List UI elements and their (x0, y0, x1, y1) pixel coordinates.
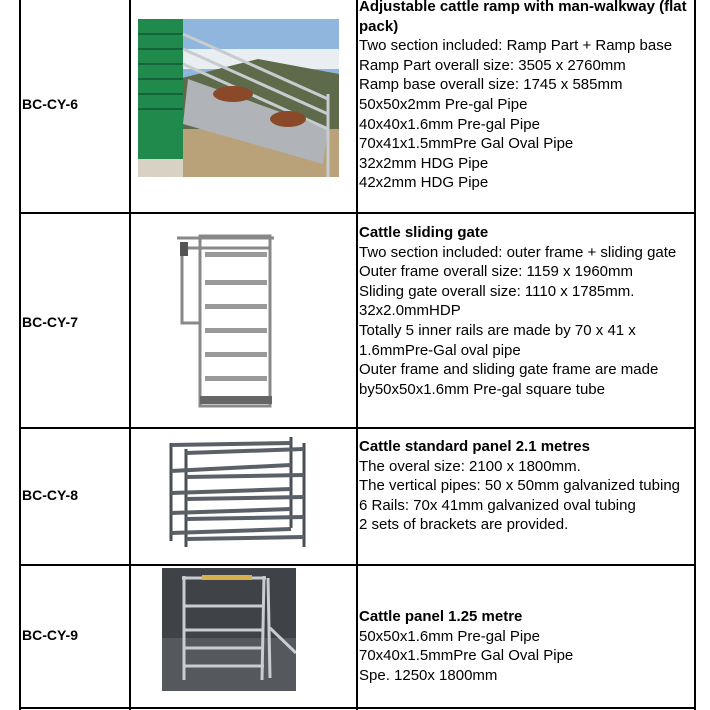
table-row-divider (19, 427, 696, 429)
spec-line: 50x50x1.6mm Pre-gal Pipe (359, 627, 540, 645)
product-description (359, 607, 693, 685)
table-border-left (19, 0, 21, 710)
spec-line: Ramp base overall size: 1745 x 585mm (359, 76, 623, 94)
product-code: BC-CY-8 (22, 487, 79, 503)
product-title: Cattle standard panel 2.1 metres (359, 438, 590, 455)
product-description (359, 437, 693, 535)
spec-line: Totally 5 inner rails are made by 70 x 41 x 1.6mmPre-Gal oval pipe (359, 321, 636, 359)
spec-line: 32x2.0mmHDP (359, 302, 461, 320)
sliding-gate-photo (172, 228, 282, 414)
product-code: BC-CY-7 (22, 314, 79, 330)
product-title: Cattle panel 1.25 metre (359, 608, 523, 625)
spec-line: Two section included: Ramp Part + Ramp base (359, 37, 673, 55)
table-row-divider (19, 564, 696, 566)
spec-line: 6 Rails: 70x 41mm galvanized oval tubing (359, 496, 636, 514)
cattle-panel-photo (162, 568, 296, 691)
standard-panel-photo (161, 433, 311, 550)
spec-line: 32x2mm HDG Pipe (359, 154, 489, 172)
product-description (359, 0, 693, 193)
table-border-bottom (19, 707, 696, 709)
spec-line: 40x40x1.6mm Pre-gal Pipe (359, 115, 540, 133)
spec-line: The overal size: 2100 x 1800mm. (359, 457, 581, 475)
spec-line: 70x40x1.5mmPre Gal Oval Pipe (359, 647, 574, 665)
spec-line: Outer frame and sliding gate frame are made by50x50x1.6mm Pre-gal square tube (359, 361, 659, 398)
product-title: Adjustable cattle ramp with man-walkway (flat pack) (359, 0, 687, 35)
spec-line: Spe. 1250x 1800mm (359, 666, 498, 684)
spec-line: Two section included: outer frame + sliding gate (359, 243, 677, 261)
product-description (359, 223, 693, 399)
spec-line: 70x41x1.5mmPre Gal Oval Pipe (359, 135, 574, 153)
spec-line: Sliding gate overall size: 1110 x 1785mm. (359, 282, 635, 300)
spec-line: 2 sets of brackets are provided. (359, 516, 569, 534)
product-title: Cattle sliding gate (359, 224, 489, 241)
spec-line: Outer frame overall size: 1159 x 1960mm (359, 263, 634, 281)
product-code: BC-CY-6 (22, 96, 79, 112)
table-border-right (694, 0, 696, 710)
product-code: BC-CY-9 (22, 627, 79, 643)
table-column-divider (356, 0, 358, 710)
spec-line: Ramp Part overall size: 3505 x 2760mm (359, 56, 626, 74)
spec-line: 50x50x2mm Pre-gal Pipe (359, 95, 528, 113)
table-column-divider (129, 0, 131, 710)
spec-line: 42x2mm HDG Pipe (359, 174, 489, 192)
table-row-divider (19, 212, 696, 214)
cattle-ramp-photo (138, 19, 339, 177)
spec-line: The vertical pipes: 50 x 50mm galvanized tubing (359, 477, 681, 495)
